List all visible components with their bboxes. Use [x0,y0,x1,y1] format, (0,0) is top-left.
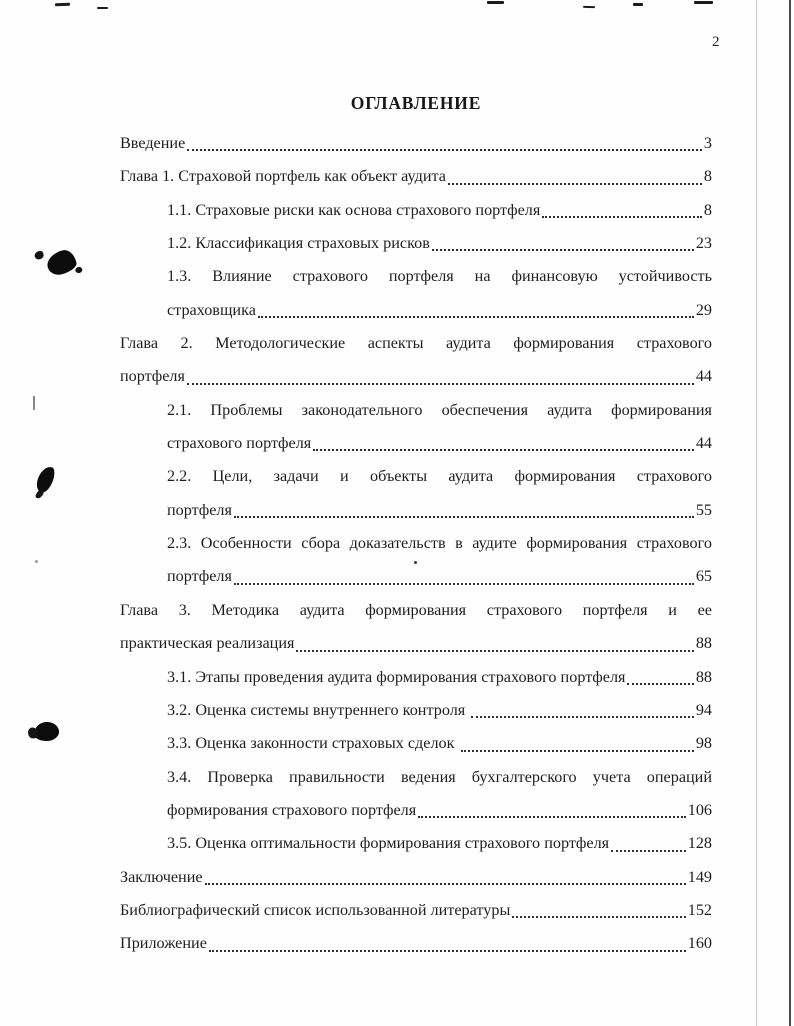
toc-line: 2.3. Особенности сбора доказательств в аудите формирования страхового [167,534,712,553]
toc-line [120,427,712,460]
toc-line [120,694,712,727]
toc-title: ОГЛАВЛЕНИЕ [350,93,482,113]
toc-line: 1.3. Влияние страхового портфеля на финансовую устойчивость [167,267,712,286]
toc-entry-label: 3.1. Этапы проведения аудита формирования страхового портфеля [167,667,626,686]
toc-entry-label: портфеля [167,567,232,586]
ink-blob [35,464,57,494]
toc-line [120,560,712,593]
toc-line: 2.1. Проблемы законодательного обеспечения аудита формирования [167,400,712,419]
toc-line: Глава 2. Методологические аспекты аудита формирования страхового [120,334,712,353]
toc-entry-label: 3.3. Оценка законности страховых сделок [167,734,459,753]
dot-leader [625,661,695,694]
toc-entry-page-number: 29 [695,300,712,319]
toc-line [120,494,712,527]
toc-line [120,861,712,894]
toc-entry-label: 1.2. Классификация страховых рисков [167,234,430,253]
toc-entry-page-number: 44 [695,434,712,453]
ink-blob [33,721,60,743]
toc-line [120,661,712,694]
dot-leader [446,160,704,193]
toc-entry-page-number: 149 [687,867,712,886]
toc-entry-label: Заключение [120,867,203,886]
toc-line: Глава 3. Методика аудита формирования страхового портфеля и ее [120,600,712,619]
scan-stray-dot [414,561,417,564]
toc-entry-label: практическая реализация [120,634,295,653]
toc-entry-label: Введение [120,134,186,152]
dot-leader [203,861,688,894]
toc-entry-page-number: 8 [703,167,712,186]
toc-line [120,160,712,193]
dot-leader [510,894,687,927]
scan-edge-line-dark [789,0,791,1026]
toc-entry-page-number: 88 [695,667,712,686]
toc-entry-page-number: 152 [687,900,712,919]
dot-leader [430,227,696,260]
dot-leader [232,560,696,593]
toc-entry-label: страхового портфеля [167,434,312,453]
dot-leader [294,627,695,660]
toc-entry-label: Глава 1. Страховой портфель как объект аудита [120,167,446,186]
toc-line [120,827,712,860]
dot-leader [185,360,696,393]
toc-entry-label: Библиографический список использованной литературы [120,900,511,919]
toc-entry-page-number: 94 [695,700,712,719]
toc-entry-page-number: 23 [695,234,712,253]
toc-entry-page-number: 55 [695,500,712,519]
scan-dash-mark [55,3,70,7]
toc-entry-page-number: 98 [695,734,712,753]
toc-line [120,127,712,160]
dot-leader [540,194,704,227]
dot-leader [232,494,696,527]
toc-entry-label: 3.2. Оценка системы внутреннего контроля [167,700,470,719]
dot-leader [256,294,696,327]
table-of-contents [120,127,712,961]
toc-line [120,927,712,960]
scan-dash-mark [583,6,595,8]
toc-entry-label: 3.5. Оценка оптимальности формирования страхового портфеля [167,834,610,853]
toc-entry-page-number: 44 [695,367,712,386]
scan-dash-mark [487,1,504,4]
scan-margin-mark [35,560,38,563]
toc-line [120,194,712,227]
toc-entry-label: формирования страхового портфеля [167,800,417,819]
scan-dash-mark [633,3,643,6]
toc-entry-page-number: 3 [703,134,712,152]
toc-line [120,627,712,660]
scan-dash-mark [694,1,713,4]
toc-entry-label: портфеля [120,367,185,386]
toc-line: 3.4. Проверка правильности ведения бухгалтерского учета операций [167,767,712,786]
toc-entry-page-number: 128 [687,834,712,853]
toc-line [120,227,712,260]
toc-line [120,894,712,927]
toc-entry-label: Приложение [120,934,207,953]
scan-edge-line-light [756,0,757,1026]
toc-entry-page-number: 88 [695,634,712,653]
toc-entry-label: страховщика [167,300,256,319]
ink-blob [45,248,79,277]
dot-leader [469,694,696,727]
toc-entry-page-number: 106 [687,800,712,819]
toc-entry-page-number: 8 [703,200,712,219]
dot-leader [207,927,688,960]
scan-dash-mark [97,7,108,9]
toc-entry-label: портфеля [167,500,232,519]
dot-leader [459,727,696,760]
dot-leader [311,427,696,460]
toc-line [120,294,712,327]
toc-line [120,360,712,393]
dot-leader [185,127,704,160]
dot-leader [609,827,688,860]
toc-entry-page-number: 65 [695,567,712,586]
toc-line [120,794,712,827]
toc-entry-label: 1.1. Страховые риски как основа страхового портфеля [167,200,541,219]
toc-line: 2.2. Цели, задачи и объекты аудита формирования страхового [167,467,712,486]
dot-leader [416,794,688,827]
toc-line [120,727,712,760]
page-number: 2 [712,34,720,50]
toc-entry-page-number: 160 [687,934,712,953]
scan-margin-mark [33,396,35,410]
